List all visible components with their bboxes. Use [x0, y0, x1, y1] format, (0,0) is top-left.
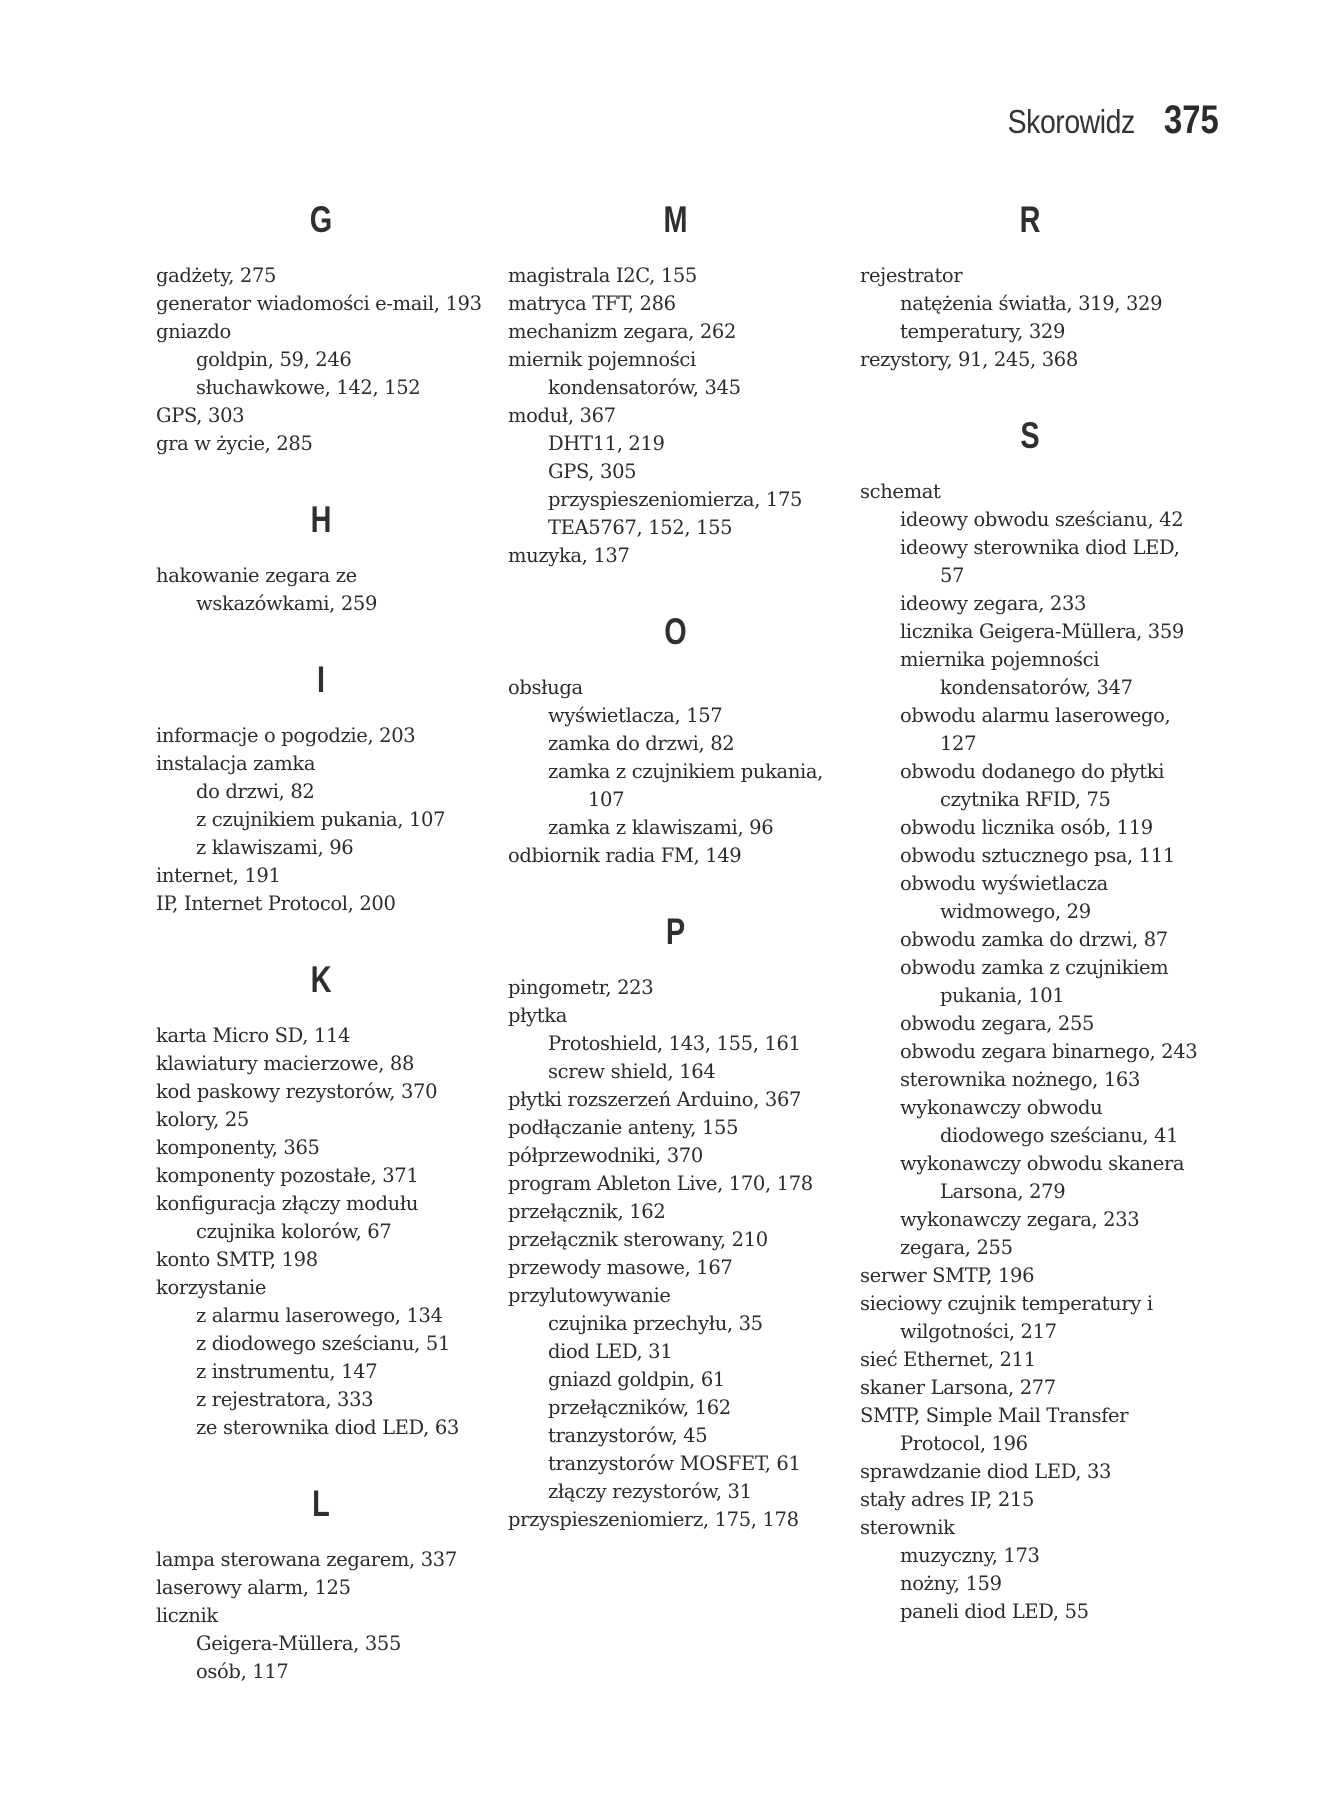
index-entry: korzystanie [156, 1276, 267, 1299]
index-entry-list [156, 562, 486, 618]
index-entry-list [860, 262, 1200, 374]
index-entry-list [508, 974, 843, 1534]
index-entry: instalacja zamka [156, 752, 316, 775]
index-subentry: obwodu zegara binarnego, 243 [900, 1040, 1198, 1063]
section-letter: R [1019, 199, 1041, 240]
section-letter: S [1020, 415, 1040, 456]
index-entry: przełącznik sterowany, 210 [508, 1228, 768, 1251]
index-entry-list [156, 262, 486, 458]
index-entry: kolory, 25 [156, 1108, 249, 1131]
index-entry: rezystory, 91, 245, 368 [860, 348, 1078, 371]
index-subentry: screw shield, 164 [548, 1060, 716, 1083]
index-subentry: obwodu sztucznego psa, 111 [900, 844, 1175, 867]
index-section [156, 496, 486, 618]
index-subentry: z diodowego sześcianu, 51 [196, 1332, 450, 1355]
index-subentry: słuchawkowe, 142, 152 [196, 376, 421, 399]
index-entry: miernik pojemności [508, 348, 696, 371]
index-subentry: ideowy obwodu sześcianu, 42 [900, 508, 1184, 531]
running-head [987, 98, 1219, 143]
section-letter: G [309, 199, 333, 240]
page-number: 375 [1164, 98, 1219, 142]
index-subentry: Geigera-Müllera, 355 [196, 1632, 402, 1655]
index-section [156, 196, 486, 458]
index-entry: GPS, 303 [156, 404, 245, 427]
index-subentry: ze sterownika diod LED, 63 [196, 1416, 459, 1439]
index-subentry: kondensatorów, 345 [548, 376, 741, 399]
index-entry: muzyka, 137 [508, 544, 630, 567]
index-entry: serwer SMTP, 196 [860, 1264, 1035, 1287]
index-section [508, 608, 843, 870]
index-subentry: temperatury, 329 [900, 320, 1065, 343]
index-subentry: sterownika nożnego, 163 [900, 1068, 1141, 1091]
index-entry: karta Micro SD, 114 [156, 1024, 351, 1047]
index-entry: schemat [860, 480, 941, 503]
index-entry-list [860, 478, 1200, 1626]
index-entry: gra w życie, 285 [156, 432, 313, 455]
index-entry: odbiornik radia FM, 149 [508, 844, 742, 867]
index-subentry: osób, 117 [196, 1660, 289, 1683]
index-subentry: paneli diod LED, 55 [900, 1600, 1089, 1623]
index-subentry: wyświetlacza, 157 [548, 704, 723, 727]
index-entry: komponenty pozostałe, 371 [156, 1164, 419, 1187]
index-subentry: zamka z klawiszami, 96 [548, 816, 774, 839]
index-entry: licznik [156, 1604, 218, 1627]
section-letter: H [310, 499, 332, 540]
section-letter: I [316, 659, 326, 700]
index-entry: konto SMTP, 198 [156, 1248, 318, 1271]
index-subentry: złączy rezystorów, 31 [548, 1480, 752, 1503]
index-entry: laserowy alarm, 125 [156, 1576, 351, 1599]
index-column-2 [508, 196, 843, 1534]
index-entry: przełącznik, 162 [508, 1200, 666, 1223]
index-entry: obsługa [508, 676, 583, 699]
index-subentry: zamka z czujnikiem pukania, 107 [548, 760, 824, 811]
index-subentry: obwodu zamka z czujnikiem pukania, 101 [900, 956, 1169, 1007]
section-letter: O [664, 611, 687, 652]
index-entry: płytka [508, 1004, 567, 1027]
index-subentry: ideowy sterownika diod LED, 57 [900, 536, 1180, 587]
index-subentry: przyspieszeniomierza, 175 [548, 488, 803, 511]
index-entry: sieciowy czujnik temperatury i wilgotności, 217 [860, 1292, 1153, 1343]
index-entry: skaner Larsona, 277 [860, 1376, 1056, 1399]
index-subentry: tranzystorów MOSFET, 61 [548, 1452, 801, 1475]
index-entry: gadżety, 275 [156, 264, 277, 287]
index-subentry: ideowy zegara, 233 [900, 592, 1087, 615]
index-subentry: TEA5767, 152, 155 [548, 516, 733, 539]
index-entry-list [156, 1022, 486, 1442]
index-entry: internet, 191 [156, 864, 281, 887]
index-entry: lampa sterowana zegarem, 337 [156, 1548, 457, 1571]
index-entry: konfiguracja złączy modułu czujnika kolorów, 67 [156, 1192, 419, 1243]
index-section [508, 908, 843, 1534]
index-subentry: wykonawczy obwodu diodowego sześcianu, 41 [900, 1096, 1179, 1147]
index-entry: przyspieszeniomierz, 175, 178 [508, 1508, 799, 1531]
index-subentry: tranzystorów, 45 [548, 1424, 708, 1447]
index-subentry: nożny, 159 [900, 1572, 1002, 1595]
index-subentry: obwodu licznika osób, 119 [900, 816, 1153, 839]
index-entry: płytki rozszerzeń Arduino, 367 [508, 1088, 802, 1111]
index-entry: sieć Ethernet, 211 [860, 1348, 1036, 1371]
index-entry: sterownik [860, 1516, 955, 1539]
index-entry: półprzewodniki, 370 [508, 1144, 703, 1167]
index-subentry: obwodu wyświetlacza widmowego, 29 [900, 872, 1108, 923]
index-subentry: muzyczny, 173 [900, 1544, 1040, 1567]
index-subentry: do drzwi, 82 [196, 780, 315, 803]
index-subentry: przełączników, 162 [548, 1396, 731, 1419]
index-subentry: zamka do drzwi, 82 [548, 732, 735, 755]
index-subentry: wykonawczy zegara, 233 [900, 1208, 1140, 1231]
index-entry: gniazdo [156, 320, 231, 343]
index-subentry: z alarmu laserowego, 134 [196, 1304, 443, 1327]
index-entry: program Ableton Live, 170, 178 [508, 1172, 813, 1195]
index-entry: informacje o pogodzie, 203 [156, 724, 416, 747]
index-entry: IP, Internet Protocol, 200 [156, 892, 396, 915]
index-section [508, 196, 843, 570]
index-entry: komponenty, 365 [156, 1136, 320, 1159]
index-subentry: z czujnikiem pukania, 107 [196, 808, 446, 831]
index-subentry: z instrumentu, 147 [196, 1360, 378, 1383]
index-subentry: natężenia światła, 319, 329 [900, 292, 1163, 315]
running-title: Skorowidz [1007, 103, 1135, 140]
index-subentry: zegara, 255 [900, 1236, 1013, 1259]
index-entry-list [156, 722, 486, 918]
index-entry: sprawdzanie diod LED, 33 [860, 1460, 1112, 1483]
index-subentry: miernika pojemności kondensatorów, 347 [900, 648, 1133, 699]
index-entry: generator wiadomości e-mail, 193 [156, 292, 482, 315]
index-section [156, 1480, 486, 1686]
index-section [156, 656, 486, 918]
index-entry: mechanizm zegara, 262 [508, 320, 737, 343]
index-section [860, 196, 1200, 374]
index-section [156, 956, 486, 1442]
index-entry: magistrala I2C, 155 [508, 264, 697, 287]
index-subentry: Protoshield, 143, 155, 161 [548, 1032, 801, 1055]
index-entry-list [508, 674, 843, 870]
index-entry: rejestrator [860, 264, 963, 287]
section-letter: P [665, 911, 686, 952]
index-subentry: obwodu alarmu laserowego, 127 [900, 704, 1171, 755]
index-entry: kod paskowy rezystorów, 370 [156, 1080, 438, 1103]
index-entry: hakowanie zegara ze wskazówkami, 259 [156, 564, 378, 615]
index-subentry: z klawiszami, 96 [196, 836, 354, 859]
index-entry: stały adres IP, 215 [860, 1488, 1035, 1511]
index-subentry: wykonawczy obwodu skanera Larsona, 279 [900, 1152, 1185, 1203]
index-entry: moduł, 367 [508, 404, 616, 427]
index-entry: pingometr, 223 [508, 976, 654, 999]
index-subentry: diod LED, 31 [548, 1340, 673, 1363]
index-subentry: licznika Geigera-Müllera, 359 [900, 620, 1184, 643]
index-entry: przewody masowe, 167 [508, 1256, 733, 1279]
index-entry: SMTP, Simple Mail Transfer Protocol, 196 [860, 1404, 1129, 1455]
section-letter: M [663, 199, 688, 240]
index-subentry: obwodu zegara, 255 [900, 1012, 1095, 1035]
index-entry: podłączanie anteny, 155 [508, 1116, 739, 1139]
index-entry: przylutowywanie [508, 1284, 671, 1307]
index-entry: klawiatury macierzowe, 88 [156, 1052, 415, 1075]
index-subentry: z rejestratora, 333 [196, 1388, 374, 1411]
index-entry: matryca TFT, 286 [508, 292, 676, 315]
index-subentry: goldpin, 59, 246 [196, 348, 352, 371]
index-entry-list [156, 1546, 486, 1686]
section-letter: K [310, 959, 332, 1000]
index-column-3 [860, 196, 1200, 1626]
index-entry-list [508, 262, 843, 570]
index-subentry: czujnika przechyłu, 35 [548, 1312, 763, 1335]
section-letter: L [312, 1483, 330, 1524]
index-section [860, 412, 1200, 1626]
index-subentry: gniazd goldpin, 61 [548, 1368, 725, 1391]
index-subentry: GPS, 305 [548, 460, 637, 483]
index-subentry: obwodu dodanego do płytki czytnika RFID, 75 [900, 760, 1165, 811]
index-column-1 [156, 196, 486, 1686]
index-subentry: obwodu zamka do drzwi, 87 [900, 928, 1168, 951]
index-subentry: DHT11, 219 [548, 432, 665, 455]
